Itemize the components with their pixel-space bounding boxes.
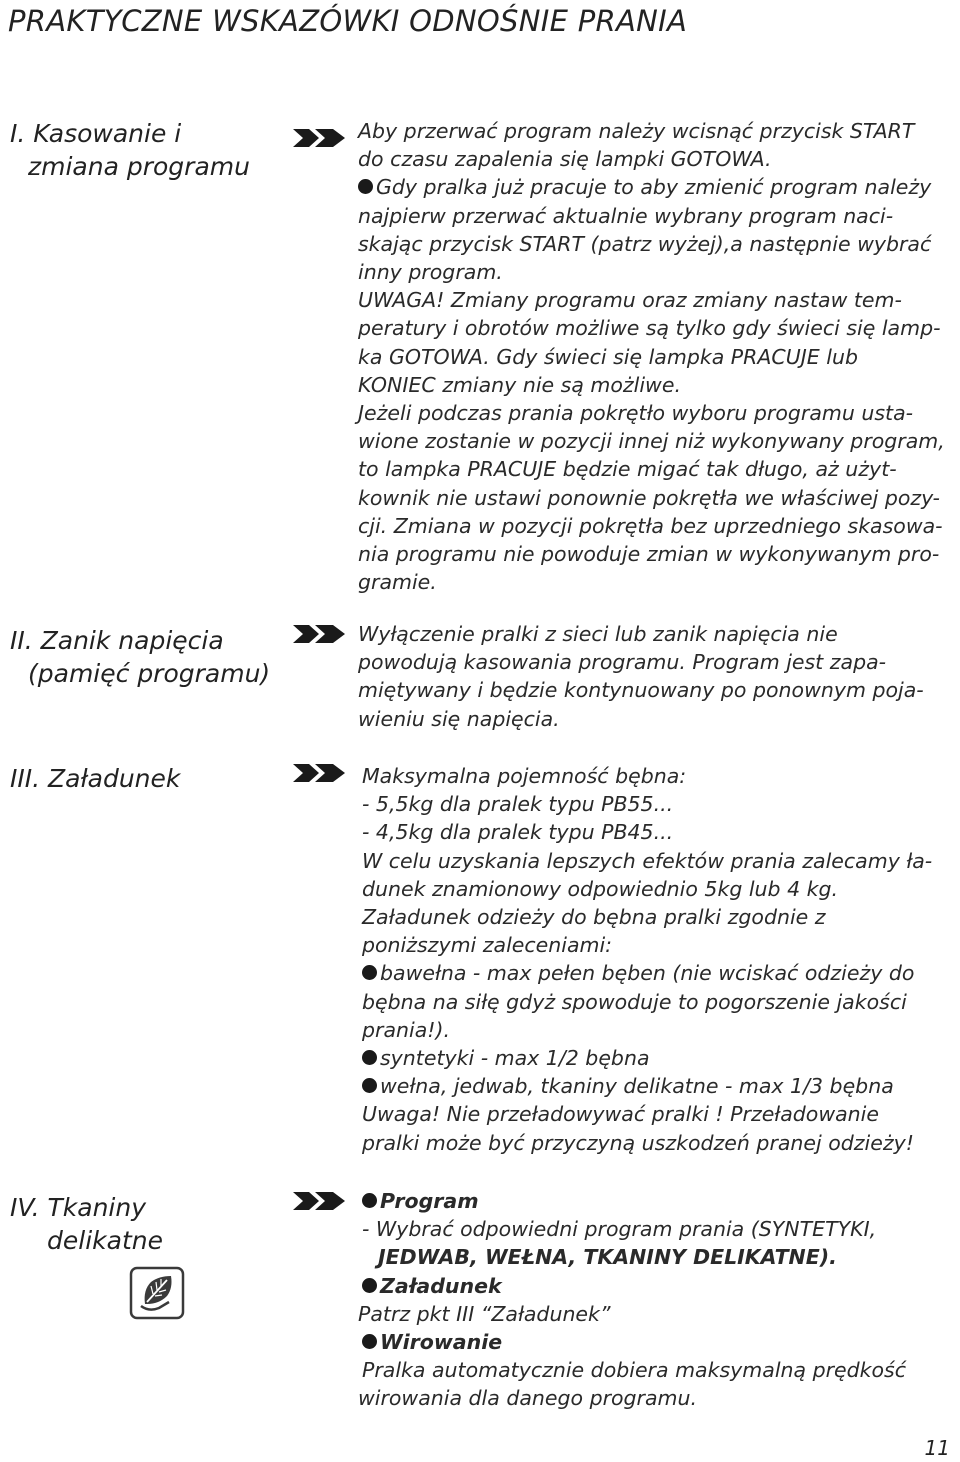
bullet-icon	[362, 1078, 377, 1093]
text-line: poniższymi zaleceniami:	[362, 933, 613, 958]
bullet-icon	[362, 1334, 377, 1349]
text-line: gramie.	[358, 570, 437, 595]
text-line: najpierw przerwać aktualnie wybrany program naci-	[358, 203, 894, 228]
text-line: ka GOTOWA. Gdy świeci się lampka PRACUJE lub	[358, 344, 858, 369]
double-arrow-icon	[291, 623, 349, 645]
text-line: powodują kasowania programu. Program jest zapa-	[358, 650, 887, 675]
text-line: wirowania dla danego programu.	[358, 1386, 698, 1411]
text-line: Aby przerwać program należy wcisnąć przycisk START	[358, 119, 915, 143]
bullet-icon	[362, 1050, 377, 1065]
text-line: syntetyki - max 1/2 bębna	[380, 1046, 650, 1071]
text-line: Maksymalna pojemność bębna:	[362, 764, 687, 788]
double-arrow-icon	[291, 1190, 349, 1212]
section-label-line2: zmiana programu	[28, 152, 250, 181]
text-line: Uwaga! Nie przeładowywać pralki ! Przeładowanie	[362, 1102, 879, 1127]
text-line: W celu uzyskania lepszych efektów prania zalecamy ła-	[362, 848, 933, 873]
subheading-wirowanie: Wirowanie	[380, 1330, 503, 1355]
text-line: skając przycisk START (patrz wyżej),a następnie wybrać	[358, 231, 932, 256]
text-line: - Wybrać odpowiedni program prania (SYNTETYKI,	[362, 1217, 877, 1242]
page-number: 11	[924, 1436, 950, 1460]
double-arrow-icon	[291, 127, 349, 149]
text-line: - 5,5kg dla pralek typu PB55...	[362, 792, 674, 817]
text-line: cji. Zmiana w pozycji pokrętła bez uprzedniego skasowa-	[358, 513, 943, 538]
text-line: bawełna - max pełen bęben (nie wciskać odzieży do	[380, 961, 915, 986]
text-line: Załadunek odzieży do bębna pralki zgodnie z	[362, 905, 826, 930]
text-line: kownik nie ustawi ponownie pokrętła we właściwej pozy-	[358, 485, 940, 510]
section-label-tkaniny-delikatne	[10, 1191, 285, 1257]
bullet-icon	[358, 179, 373, 194]
text-line: miętywany i będzie kontynuowany po ponownym poja-	[358, 678, 924, 703]
text-line: wełna, jedwab, tkaniny delikatne - max 1/3 bębna	[380, 1074, 894, 1099]
text-line: wieniu się napięcia.	[358, 706, 560, 731]
section-body-zaladunek	[358, 762, 956, 1157]
text-line: UWAGA! Zmiany programu oraz zmiany nastaw tem-	[358, 288, 902, 313]
double-arrow-icon	[291, 762, 349, 784]
bullet-icon	[362, 965, 377, 980]
subheading-program: Program	[380, 1189, 479, 1213]
text-line: Patrz pkt III “Załadunek”	[358, 1301, 611, 1326]
text-line: pralki może być przyczyną uszkodzeń pranej odzieży!	[362, 1130, 914, 1155]
text-line: JEDWAB, WEŁNA, TKANINY DELIKATNE).	[378, 1245, 837, 1270]
text-line: Gdy pralka już pracuje to aby zmienić program należy	[376, 175, 932, 200]
text-line: Jeżeli podczas prania pokrętło wyboru programu usta-	[358, 401, 914, 426]
text-line: - 4,5kg dla pralek typu PB45...	[362, 820, 674, 845]
text-line: bębna na siłę gdyż spowoduje to pogorszenie jakości	[362, 989, 907, 1014]
text-line: nia programu nie powoduje zmian w wykonywanym pro-	[358, 542, 940, 567]
section-body-zanik-napiecia	[358, 620, 956, 733]
subheading-zaladunek: Załadunek	[380, 1273, 502, 1298]
text-line: dunek znamionowy odpowiednio 5kg lub 4 kg.	[362, 876, 839, 901]
text-line: KONIEC zmiany nie są możliwe.	[358, 372, 681, 397]
section-label-line1: IV. Tkaniny	[10, 1193, 146, 1222]
section-label-line1: II. Zanik napięcia	[10, 626, 224, 655]
section-label-zanik-napiecia	[10, 624, 285, 690]
section-body-kasowanie	[358, 117, 956, 596]
section-body-tkaniny-delikatne	[358, 1187, 956, 1413]
bullet-icon	[362, 1278, 377, 1293]
section-label-line1: I. Kasowanie i	[10, 119, 182, 148]
page-title: PRAKTYCZNE WSKAZÓWKI ODNOŚNIE PRANIA	[8, 4, 688, 38]
section-label-line2: (pamięć programu)	[28, 659, 271, 688]
section-label-kasowanie	[10, 117, 285, 183]
section-label-line2: delikatne	[47, 1226, 163, 1255]
section-label-line1: III. Załadunek	[10, 764, 181, 793]
text-line: Pralka automatycznie dobiera maksymalną prędkość	[362, 1358, 907, 1383]
bullet-icon	[362, 1193, 377, 1208]
delicate-fabric-leaf-icon	[129, 1266, 185, 1320]
text-line: Wyłączenie pralki z sieci lub zanik napięcia nie	[358, 622, 838, 646]
text-line: inny program.	[358, 260, 503, 285]
text-line: wione zostanie w pozycji innej niż wykonywany program,	[358, 429, 945, 454]
text-line: prania!).	[362, 1017, 450, 1042]
text-line: peratury i obrotów możliwe są tylko gdy świeci się lamp-	[358, 316, 941, 341]
text-line: to lampka PRACUJE będzie migać tak długo, aż użyt-	[358, 457, 897, 482]
section-label-zaladunek	[10, 762, 285, 795]
text-line: do czasu zapalenia się lampki GOTOWA.	[358, 147, 772, 172]
